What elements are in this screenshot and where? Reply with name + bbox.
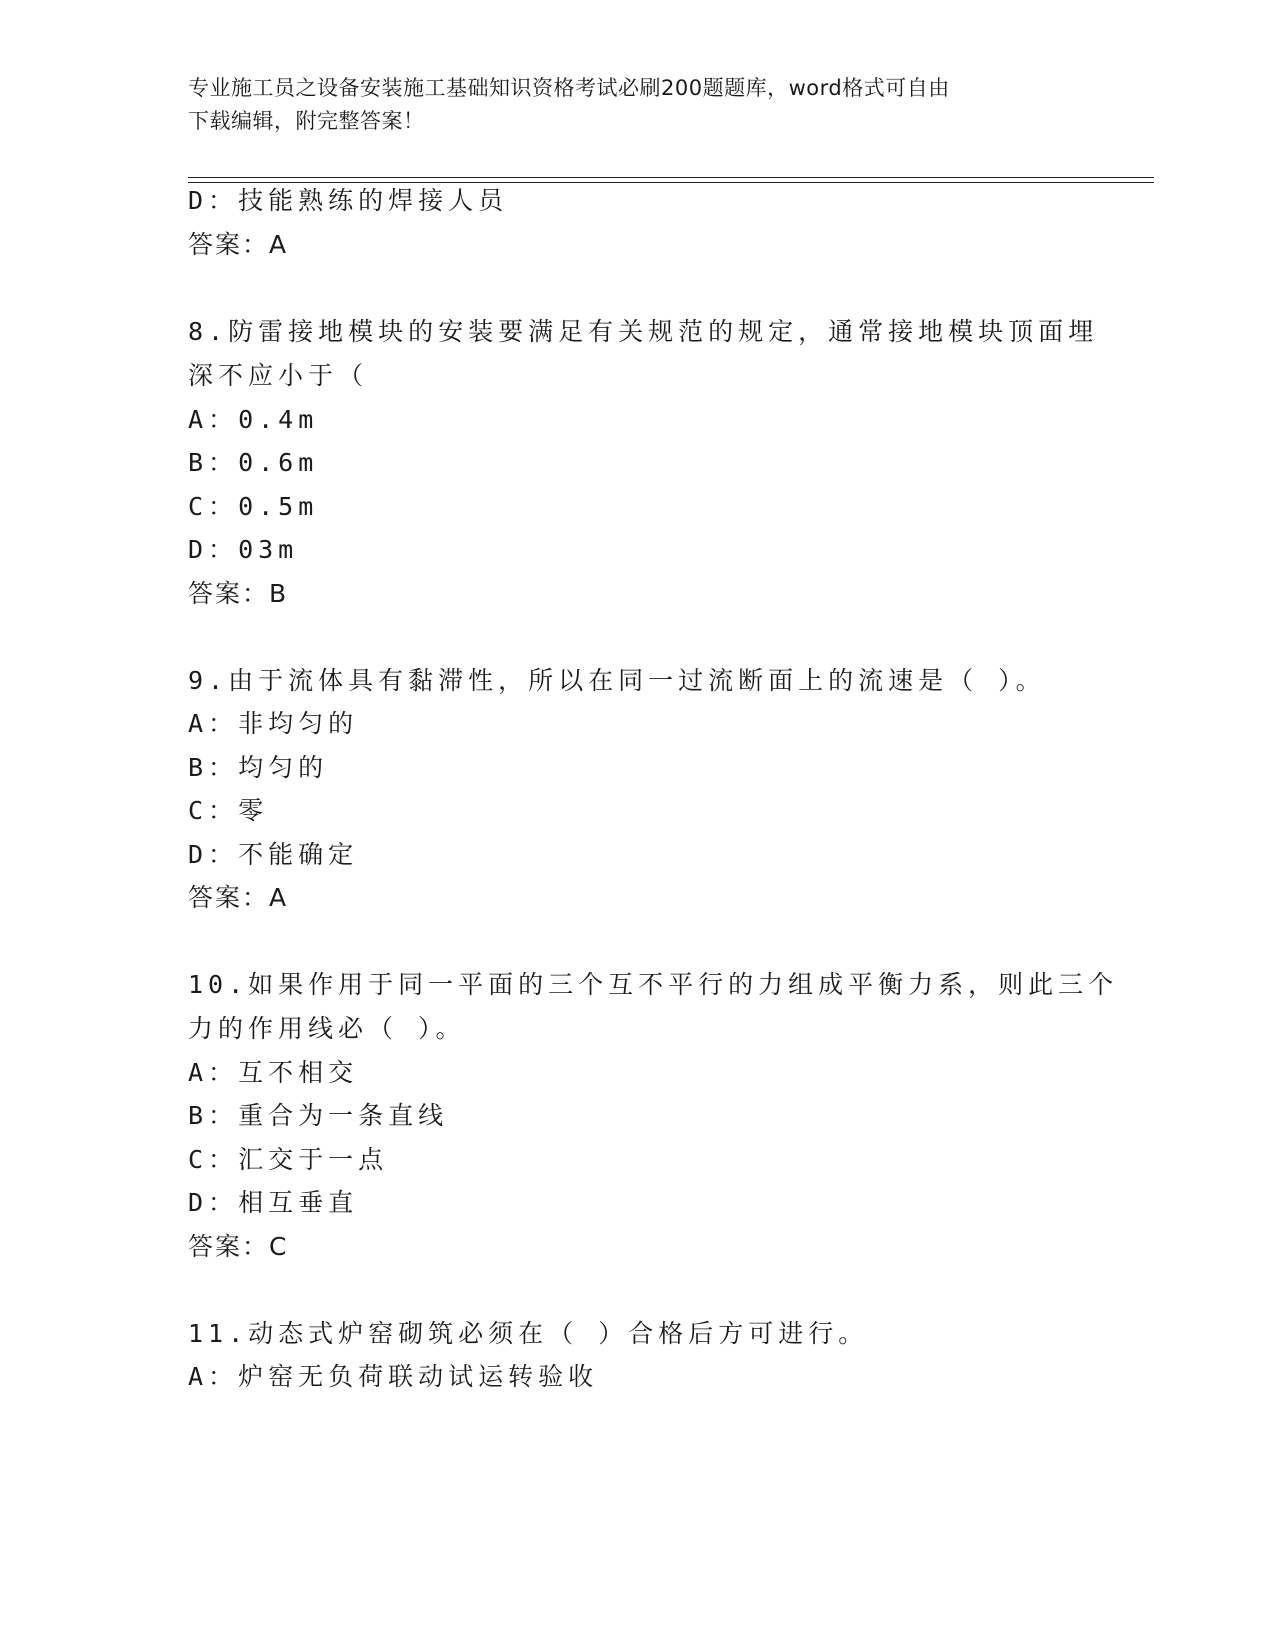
q10-option-c bbox=[188, 1145, 388, 1175]
q10-option-d-label: D： bbox=[188, 1188, 239, 1217]
q8-option-d bbox=[188, 535, 298, 565]
q7-answer: 答案：A bbox=[188, 230, 289, 259]
q9-option-c bbox=[188, 796, 268, 826]
q10-option-c-text: 汇交于一点 bbox=[238, 1145, 389, 1174]
q9-option-a-text: 非均匀的 bbox=[238, 709, 359, 738]
header-divider-top bbox=[188, 177, 1154, 178]
q10-option-a-text: 互不相交 bbox=[238, 1058, 359, 1087]
q10-option-d bbox=[188, 1188, 358, 1218]
q11-option-a-label: A： bbox=[188, 1362, 239, 1391]
q9-option-d bbox=[188, 840, 358, 870]
q11-option-a-text: 炉窑无负荷联动试运转验收 bbox=[238, 1362, 599, 1391]
q10-option-a-label: A： bbox=[188, 1058, 239, 1087]
q8-option-c-label: C： bbox=[188, 492, 239, 521]
q9-option-b bbox=[188, 753, 328, 783]
document-header bbox=[188, 72, 1068, 138]
q11-stem-line-1: 11.动态式炉窑砌筑必须在（ ）合格后方可进行。 bbox=[188, 1319, 869, 1348]
q8-option-b bbox=[188, 448, 318, 478]
header-line-2: 下载编辑，附完整答案！ bbox=[188, 109, 425, 133]
q10-option-b-text: 重合为一条直线 bbox=[238, 1101, 449, 1130]
q10-option-b-label: B： bbox=[188, 1101, 239, 1130]
q8-option-c-text: 0.5m bbox=[238, 492, 319, 521]
q8-option-d-text: 03m bbox=[238, 535, 299, 564]
q10-answer: 答案：C bbox=[188, 1232, 289, 1261]
q9-answer: 答案：A bbox=[188, 883, 289, 912]
q10-option-a bbox=[188, 1058, 358, 1088]
q7-option-d-text: 技能熟练的焊接人员 bbox=[238, 186, 509, 215]
q10-option-c-label: C： bbox=[188, 1145, 239, 1174]
q9-option-b-label: B： bbox=[188, 753, 239, 782]
q10-stem-line-1: 10.如果作用于同一平面的三个互不平行的力组成平衡力系，则此三个 bbox=[188, 970, 1119, 999]
header-line-1: 专业施工员之设备安装施工基础知识资格考试必刷200题题库，word格式可自由 bbox=[188, 76, 950, 100]
q8-stem-line-1: 8.防雷接地模块的安装要满足有关规范的规定，通常接地模块顶面埋 bbox=[188, 317, 1099, 346]
q9-option-a-label: A： bbox=[188, 709, 239, 738]
header-divider-bottom bbox=[188, 182, 1154, 183]
q10-option-b bbox=[188, 1101, 448, 1131]
q9-option-d-text: 不能确定 bbox=[238, 840, 359, 869]
q7-option-d-label: D： bbox=[188, 186, 239, 215]
q10-option-d-text: 相互垂直 bbox=[238, 1188, 359, 1217]
q8-stem-line-2: 深不应小于（ bbox=[188, 361, 369, 390]
q11-option-a bbox=[188, 1362, 598, 1392]
q8-option-a-text: 0.4m bbox=[238, 405, 319, 434]
q8-option-c bbox=[188, 492, 318, 522]
q8-option-b-text: 0.6m bbox=[238, 448, 319, 477]
q9-option-b-text: 均匀的 bbox=[238, 753, 329, 782]
q8-option-b-label: B： bbox=[188, 448, 239, 477]
q8-option-d-label: D： bbox=[188, 535, 239, 564]
q7-option-d bbox=[188, 186, 508, 216]
q9-option-c-text: 零 bbox=[238, 796, 269, 825]
q10-stem-line-2: 力的作用线必（ ）。 bbox=[188, 1014, 466, 1043]
q9-stem-line-1: 9.由于流体具有黏滞性，所以在同一过流断面上的流速是（ ）。 bbox=[188, 666, 1046, 695]
q8-option-a bbox=[188, 405, 318, 435]
q8-answer: 答案：B bbox=[188, 579, 289, 608]
q9-option-d-label: D： bbox=[188, 840, 239, 869]
q9-option-a bbox=[188, 709, 358, 739]
q9-option-c-label: C： bbox=[188, 796, 239, 825]
q8-option-a-label: A： bbox=[188, 405, 239, 434]
